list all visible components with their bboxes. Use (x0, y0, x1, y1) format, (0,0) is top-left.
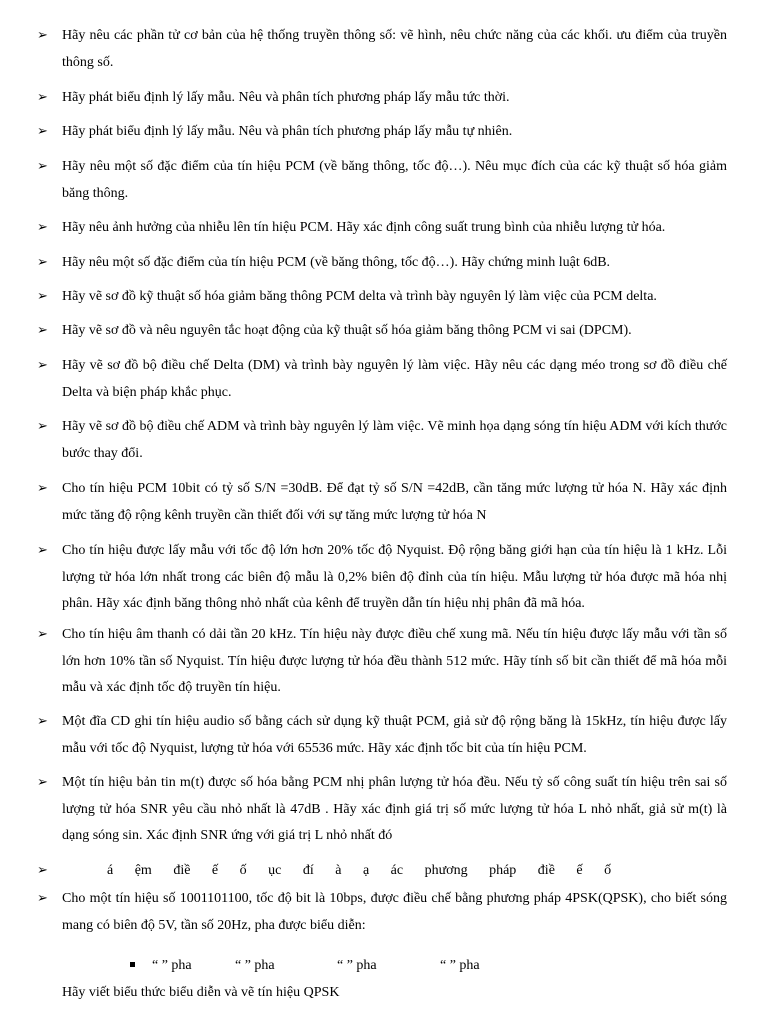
question-text: Hãy phát biểu định lý lấy mẫu. Nêu và phân tích phương pháp lấy mẫu tức thời. (62, 90, 510, 105)
question-text: Hãy nêu ảnh hưởng của nhiễu lên tín hiệu PCM. Hãy xác định công suất trung bình của nhiễu lượng tử hóa. (62, 220, 666, 235)
list-item (37, 770, 727, 850)
question-text: Hãy nêu một số đặc điểm của tín hiệu PCM (về băng thông, tốc độ…). Nêu mục đích của các kỹ thuật số hóa giảm băng thông. (62, 159, 727, 201)
phase-item: “ ” pha (440, 958, 480, 973)
list-item (37, 23, 727, 76)
list-item (37, 215, 727, 242)
arrow-bullet-icon: ➢ (37, 124, 48, 139)
arrow-bullet-icon: ➢ (37, 543, 48, 558)
arrow-bullet-icon: ➢ (37, 28, 48, 43)
arrow-bullet-icon: ➢ (37, 891, 48, 906)
phase-list (130, 953, 610, 979)
arrow-bullet-icon: ➢ (37, 481, 48, 496)
list-item (37, 886, 727, 939)
list-item (37, 318, 727, 345)
arrow-bullet-icon: ➢ (37, 159, 48, 174)
list-item (37, 414, 727, 467)
arrow-bullet-icon: ➢ (37, 358, 48, 373)
question-text: Cho tín hiệu được lấy mẫu với tốc độ lớn hơn 20% tốc độ Nyquist. Độ rộng băng giới hạn của tín hiệu là 1 kHz. Lỗi lượng tử hóa lớn nhất trong các biên độ mẫu là 0,2% biên độ đỉnh của tín hiệu. Mẫu lượng tử hóa được mã hóa nhị phân. Hãy xác định băng thông nhỏ nhất của kênh để truyền dẫn tín hiệu nhị phân đã mã hóa. (62, 543, 727, 611)
question-text: Hãy vẽ sơ đồ bộ điều chế Delta (DM) và trình bày nguyên lý làm việc. Hãy nêu các dạng méo trong sơ đồ điều chế Delta và biện pháp khắc phục. (62, 358, 727, 400)
phase-item: “ ” pha (337, 958, 377, 973)
question-text: Cho tín hiệu âm thanh có dải tần 20 kHz. Tín hiệu này được điều chế xung mã. Nếu tín hiệu được lấy mẫu với tần số lớn hơn 10% tần số Nyquist. Tín hiệu được lượng tử hóa đều thành 512 mức. Hãy tính số bit cần thiết để mã hóa mỗi mẫu và xác định tốc độ truyền tín hiệu. (62, 627, 727, 695)
question-text: Hãy nêu một số đặc điểm của tín hiệu PCM (về băng thông, tốc độ…). Hãy chứng minh luật 6dB. (62, 255, 611, 270)
list-item (37, 858, 727, 885)
question-text: Hãy vẽ sơ đồ bộ điều chế ADM và trình bày nguyên lý làm việc. Vẽ minh họa dạng sóng tín hiệu ADM với kích thước bước thay đổi. (62, 419, 727, 461)
arrow-bullet-icon: ➢ (37, 90, 48, 105)
question-text: Cho tín hiệu PCM 10bit có tỷ số S/N =30dB. Để đạt tỷ số S/N =42dB, cần tăng mức lượng tử hóa N. Hãy xác định mức tăng độ rộng kênh truyền cần thiết đối với sự tăng mức lượng tử hóa N (62, 481, 727, 523)
arrow-bullet-icon: ➢ (37, 863, 48, 878)
list-item (37, 709, 727, 762)
list-item (37, 154, 727, 207)
question-text: Hãy vẽ sơ đồ và nêu nguyên tắc hoạt động của kỹ thuật số hóa giảm băng thông PCM vi sai (DPCM). (62, 323, 632, 338)
arrow-bullet-icon: ➢ (37, 220, 48, 235)
question-text: Hãy phát biểu định lý lấy mẫu. Nêu và phân tích phương pháp lấy mẫu tự nhiên. (62, 124, 513, 139)
question-text: Hãy vẽ sơ đồ kỹ thuật số hóa giảm băng thông PCM delta và trình bày nguyên lý làm việc của PCM delta. (62, 289, 657, 304)
arrow-bullet-icon: ➢ (37, 289, 48, 304)
arrow-bullet-icon: ➢ (37, 255, 48, 270)
list-item (37, 538, 727, 618)
list-item (37, 85, 727, 112)
list-item (37, 476, 727, 529)
list-item (37, 622, 727, 702)
list-item (37, 353, 727, 406)
phase-item: “ ” pha (152, 958, 192, 973)
arrow-bullet-icon: ➢ (37, 714, 48, 729)
arrow-bullet-icon: ➢ (37, 627, 48, 642)
list-item (37, 250, 727, 277)
question-text: Hãy nêu các phần tử cơ bản của hệ thống truyền thông số: vẽ hình, nêu chức năng của các khối. ưu điểm của truyền thông số. (62, 28, 727, 70)
question-text: Một tín hiệu bản tin m(t) được số hóa bằng PCM nhị phân lượng tử hóa đều. Nếu tỷ số công suất tín hiệu trên sai số lượng tử hóa SNR yêu cầu nhỏ nhất là 47dB . Hãy xác định giá trị số mức lượng tử hóa L nhỏ nhất, giả sử m(t) là dạng sóng sin. Xác định SNR ứng với giá trị L nhỏ nhất đó (62, 775, 727, 843)
question-text: Một đĩa CD ghi tín hiệu audio số bằng cách sử dụng kỹ thuật PCM, giả sử độ rộng băng là 15kHz, tín hiệu được lấy mẫu với tốc độ Nyquist, lượng tử hóa với 65536 mức. Hãy xác định tốc bit của tín hiệu PCM. (62, 714, 727, 756)
final-instruction: Hãy viết biểu thức biểu diễn và vẽ tín hiệu QPSK (62, 985, 340, 1000)
square-bullet-icon (130, 962, 135, 967)
arrow-bullet-icon: ➢ (37, 775, 48, 790)
arrow-bullet-icon: ➢ (37, 419, 48, 434)
list-item (37, 119, 727, 146)
phase-item: “ ” pha (235, 958, 275, 973)
question-text: Cho một tín hiệu số 1001101100, tốc độ bit là 10bps, được điều chế bằng phương pháp 4PSK(QPSK), cho biết sóng mang có biên độ 5V, tần số 20Hz, pha được biểu diễn: (62, 891, 727, 933)
list-item (37, 284, 727, 311)
arrow-bullet-icon: ➢ (37, 323, 48, 338)
question-text-garbled: á ệm điề ế ố ục đí à ạ ác phương pháp điề ế ố (107, 863, 612, 878)
